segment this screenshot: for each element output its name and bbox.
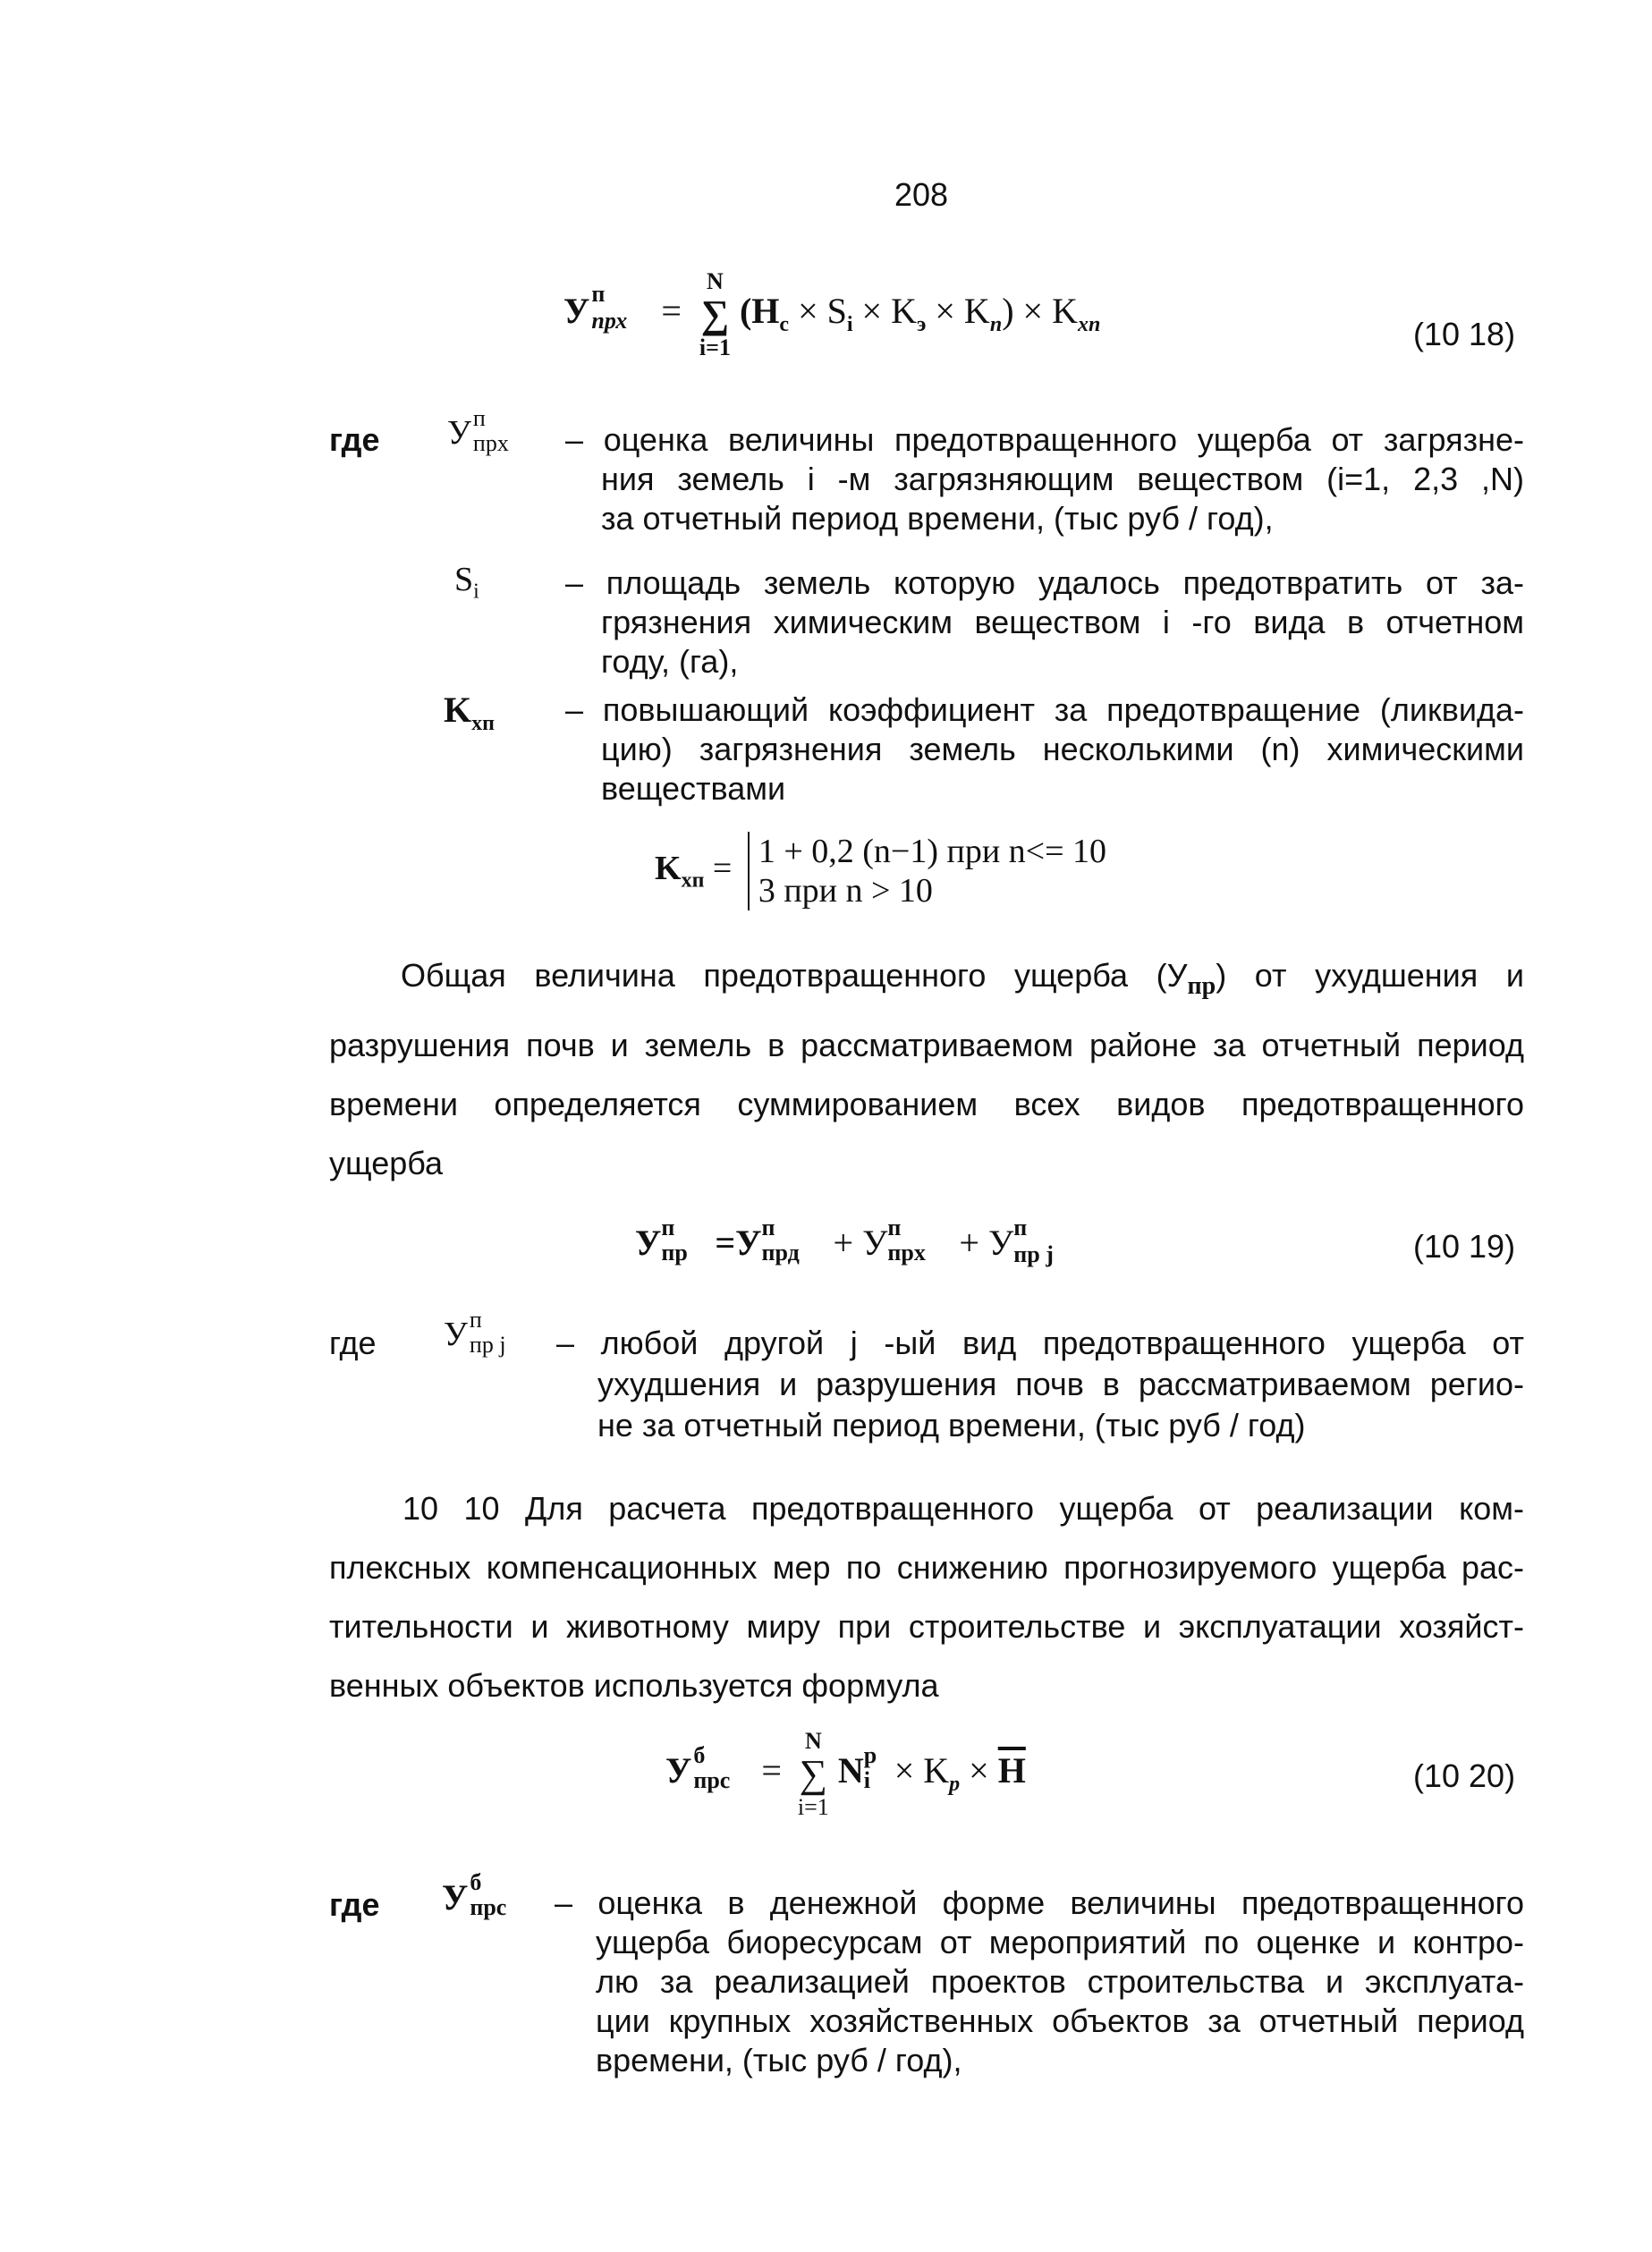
paragraph-2: 10 10 Для расчета предотвращенного ущерба от реализации ком- плексных компенсационных мер по снижению прогнозируемого ущерба рас- тительности и животному миру при строительстве и эксплуатации хозяйст- венных объектов используется формула: [329, 1490, 1524, 1704]
equation-number-10-18: (10 18): [1413, 316, 1516, 352]
gde-label-2: где: [329, 1325, 377, 1361]
paragraph-1: Общая величина предотвращенного ущерба $(У_{пр})$ от ухудшения и разрушения почв и земель в рассматриваемом районе за отчетный период времени определяется суммированием всех видов предотвращенного ущерба: [329, 957, 1524, 1182]
def1-symbol: У п прх: [447, 405, 509, 457]
def1-text: – оценка величины предотвращенного ущерба от загрязне- ния земель i -м загрязняющим веществом (i=1, 2,3 ,N) за отчетный период времени, (тыс руб / год),: [565, 421, 1524, 537]
kxp-formula: $K_{хп}$ = 1 + 0,2 (n−1) при n<= 10 3 при n > 10: [655, 833, 1107, 910]
equation-number-10-19: (10 19): [1413, 1228, 1516, 1265]
eq1-lhs: У: [563, 291, 590, 332]
equation-10-19: У п пр =У п прд + У п прх + У п пр j: [635, 1214, 1054, 1267]
def2-text: – площадь земель которую удалось предотвратить от за- грязнения химическим веществом i -го вида в отчетном году, (га),: [565, 564, 1524, 680]
equation-10-20: У б прс = N ∑ i=1 N p i × $K_p \times Н$: [665, 1728, 1026, 1820]
def2-symbol: $S_i$: [454, 561, 479, 604]
equation-10-18: У п прх = N ∑ i=1 $(Н_с \times S_i \times K_э \times K_п) \times K_{хп}$: [563, 268, 1101, 360]
def5-text: – оценка в денежной форме величины предотвращенного ущерба биоресурсам от мероприятий по оценке и контро- лю за реализацией проектов строительства и эксплуата- ции крупных хозяйственных объектов за отчетный период времени, (тыс руб / год),: [555, 1884, 1524, 2078]
equation-number-10-20: (10 20): [1413, 1757, 1516, 1794]
def3-symbol: $K_{хп}$: [444, 690, 495, 735]
kxp-case-1: 1 + 0,2 (n−1) при n<= 10: [758, 833, 1107, 870]
def3-text: – повышающий коэффициент за предотвращение (ликвида- цию) загрязнения земель несколькими (n) химическими веществами: [565, 691, 1524, 807]
gde-label: где: [329, 421, 380, 458]
def5-symbol: У б прс: [442, 1868, 507, 1920]
def4-text: – любой другой j -ый вид предотвращенного ущерба от ухудшения и разрушения почв в рассматриваемом регио- не за отчетный период времени, (тыс руб / год): [556, 1325, 1524, 1443]
kxp-case-2: 3 при n > 10: [758, 872, 933, 910]
page-number: 208: [894, 176, 949, 213]
def4-symbol: У п пр j: [444, 1307, 506, 1359]
gde-label-3: где: [329, 1886, 380, 1923]
